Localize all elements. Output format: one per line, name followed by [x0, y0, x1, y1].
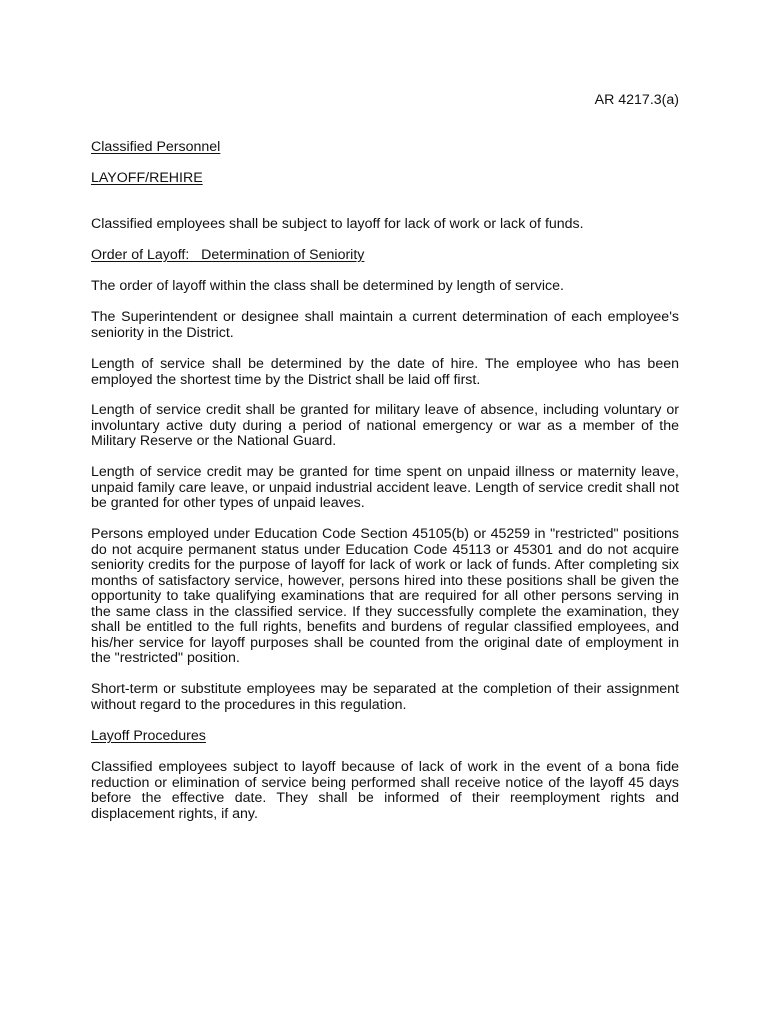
intro-paragraph: Classified employees shall be subject to layoff for lack of work or lack of funds.: [91, 216, 584, 232]
paragraph-layoff-procedures: Classified employees subject to layoff because of lack of work in the event of a bona fide reduction or elimination of service being performed shall receive notice of the layoff 45 days before the effective date. They shall be informed of their reemployment rights and displacement rights, if any.: [91, 759, 679, 822]
section-heading: Classified Personnel: [91, 139, 221, 155]
paragraph-order-of-layoff: The order of layoff within the class shall be determined by length of service.: [91, 278, 564, 294]
document-title: LAYOFF/REHIRE: [91, 170, 203, 186]
paragraph-date-of-hire: Length of service shall be determined by the date of hire. The employee who has been employed the shortest time by the District shall be laid off first.: [91, 356, 679, 388]
paragraph-unpaid-leave: Length of service credit may be granted for time spent on unpaid illness or maternity leave, unpaid family care leave, or unpaid industrial accident leave. Length of service credit shall not be granted for other types of unpaid leaves.: [91, 464, 679, 511]
regulation-reference: AR 4217.3(a): [594, 92, 679, 108]
paragraph-short-term-employees: Short-term or substitute employees may be separated at the completion of their assignment without regard to the procedures in this regulation.: [91, 681, 679, 713]
layoff-procedures-heading: Layoff Procedures: [91, 728, 206, 744]
order-of-layoff-heading: Order of Layoff: Determination of Seniority: [91, 247, 365, 263]
paragraph-restricted-positions: Persons employed under Education Code Section 45105(b) or 45259 in "restricted" positions do not acquire permanent status under Education Code 45113 or 45301 and do not acquire seniority credits for the purpose of layoff for lack of work or lack of funds. After completing six months of satisfactory service, however, persons hired into these positions shall be given the opportunity to take qualifying examinations that are required for all other persons serving in the same class in the classified service. If they successfully complete the examination, they shall be entitled to the full rights, benefits and burdens of regular classified employees, and his/her service for layoff purposes shall be counted from the original date of employment in the "restricted" position.: [91, 526, 679, 666]
paragraph-military-leave: Length of service credit shall be granted for military leave of absence, including voluntary or involuntary active duty during a period of national emergency or war as a member of the Military Reserve or the National Guard.: [91, 402, 679, 449]
paragraph-seniority-determination: The Superintendent or designee shall maintain a current determination of each employee's seniority in the District.: [91, 309, 679, 341]
